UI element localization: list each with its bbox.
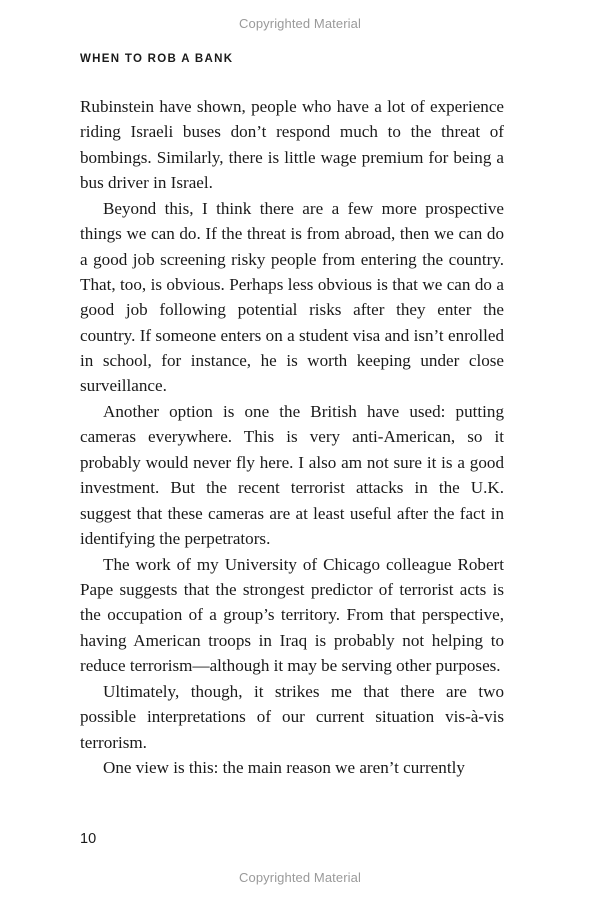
- copyright-watermark-top: Copyrighted Material: [239, 16, 361, 31]
- copyright-watermark-bottom: Copyrighted Material: [239, 870, 361, 885]
- body-text: [80, 94, 504, 781]
- paragraph: Rubinstein have shown, people who have a lot of experience riding Israeli buses don’t respond much to the threat of bombings. Similarly, there is little wage premium for being a bus driver in Israel.: [80, 97, 504, 193]
- paragraph: Ultimately, though, it strikes me that there are two possible interpretations of our current situation vis-à-vis terrorism.: [80, 681, 504, 752]
- running-head: WHEN TO ROB A BANK: [80, 53, 234, 65]
- page-number: 10: [80, 831, 97, 847]
- paragraph: The work of my University of Chicago colleague Robert Pape suggests that the strongest predictor of terrorist acts is the occupation of a group’s territory. From that perspective, having American troops in Iraq is probably not helping to reduce terrorism—although it may be serving other purposes.: [80, 554, 504, 676]
- paragraph: One view is this: the main reason we aren’t currently: [103, 758, 465, 778]
- paragraph: Beyond this, I think there are a few more prospective things we can do. If the threat is from abroad, then we can do a good job screening risky people from entering the country. That, too, is obvious. Perhaps less obvious is that we can do a good job following potential risks after they enter the country. If someone enters on a student visa and isn’t enrolled in school, for instance, he is worth keeping under close surveillance.: [80, 198, 504, 396]
- paragraph: Another option is one the British have used: putting cameras everywhere. This is very anti-American, so it probably would never fly here. I also am not sure it is a good investment. But the recent terrorist attacks in the U.K. suggest that these cameras are at least useful after the fact in identifying the perpetrators.: [80, 402, 504, 548]
